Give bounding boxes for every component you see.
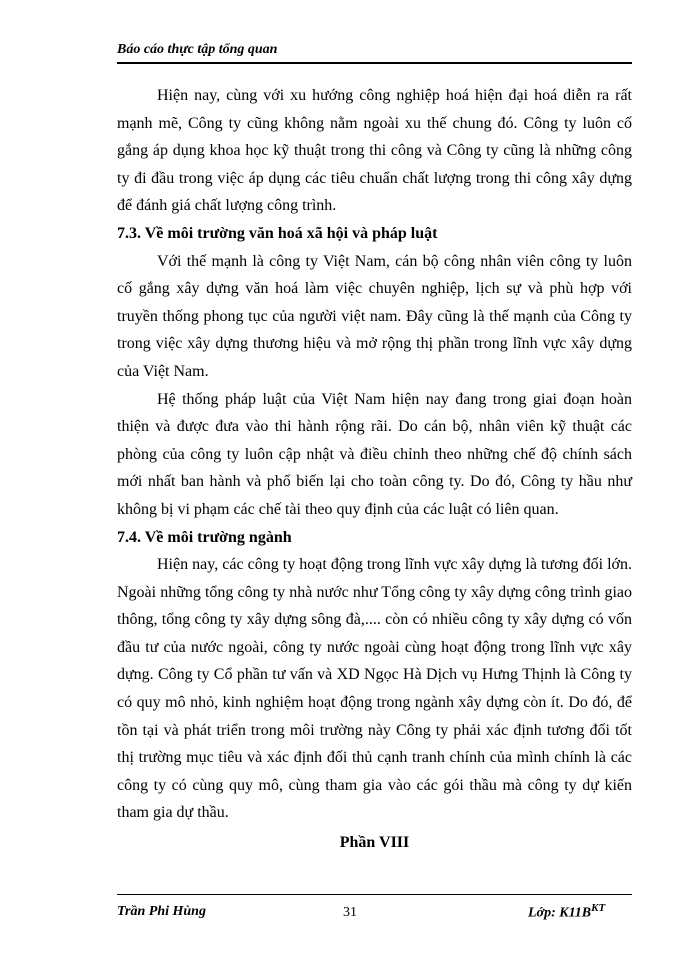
page-header [117,40,632,64]
page-content [117,82,632,857]
class-label: Lớp: K11B [528,905,592,921]
footer-author: Trần Phi Hùng [117,904,206,919]
header-title: Báo cáo thực tập tổng quan [117,42,278,57]
class-superscript: KT [591,902,606,914]
footer-class [528,902,605,922]
section-heading-7-4: 7.4. Về môi trường ngành [117,528,292,546]
footer-divider [117,894,632,895]
paragraph-industry: Hiện nay, các công ty hoạt động trong lĩnh vực xây dựng là tương đối lớn. Ngoài những tổng công ty nhà nước như Tổng công ty xây dựng công trình giao thông, tổng công ty xây dựng sông đà,.... còn có nhiều công ty xây dựng có vốn đầu tư của nước ngoài, công ty nước ngoài cùng hoạt động trong lĩnh vực xây dựng. Công ty Cổ phần tư vấn và XD Ngọc Hà Dịch vụ Hưng Thịnh là Công ty có quy mô nhỏ, kinh nghiệm hoạt động trong ngành xây dựng còn ít. Do đó, để tồn tại và phát triển trong môi trường này Công ty phải xác định tương đối tốt thị trường mục tiêu và xác định đối thủ cạnh tranh chính của mình chính là các công ty có cùng quy mô, cùng tham gia vào các gói thầu mà công ty dự kiến tham gia dự thầu. [117,556,632,822]
part-title: Phần VIII [339,834,410,852]
paragraph-law: Hệ thống pháp luật của Việt Nam hiện nay đang trong giai đoạn hoàn thiện và được đưa vào thi hành rộng rãi. Do cán bộ, nhân viên kỹ thuật các phòng của công ty luôn cập nhật và điều chỉnh theo những chế độ chính sách mới nhất ban hành và phổ biến lại cho toàn công ty. Do đó, Công ty hầu như không bị vi phạm các chế tài theo quy định của các luật có liên quan. [117,390,632,518]
paragraph-culture: Với thế mạnh là công ty Việt Nam, cán bộ công nhân viên công ty luôn cố gắng xây dựng văn hoá làm việc chuyên nghiệp, lịch sự và phù hợp với truyền thống phong tục của người việt nam. Đây cũng là thế mạnh của Công ty trong việc xây dựng thương hiệu và mở rộng thị phần trong lĩnh vực xây dựng của Việt Nam. [117,252,632,380]
section-heading-7-3: 7.3. Về môi trường văn hoá xã hội và pháp luật [117,224,438,242]
page-number: 31 [343,905,357,920]
paragraph-intro: Hiện nay, cùng với xu hướng công nghiệp hoá hiện đại hoá diễn ra rất mạnh mẽ, Công ty cũng không nằm ngoài xu thế chung đó. Công ty luôn cố gắng áp dụng khoa học kỹ thuật trong thi công và Công ty cũng là những công ty đi đầu trong việc áp dụng các tiêu chuẩn chất lượng trong thi công xây dựng để đánh giá chất lượng công trình. [117,87,632,215]
